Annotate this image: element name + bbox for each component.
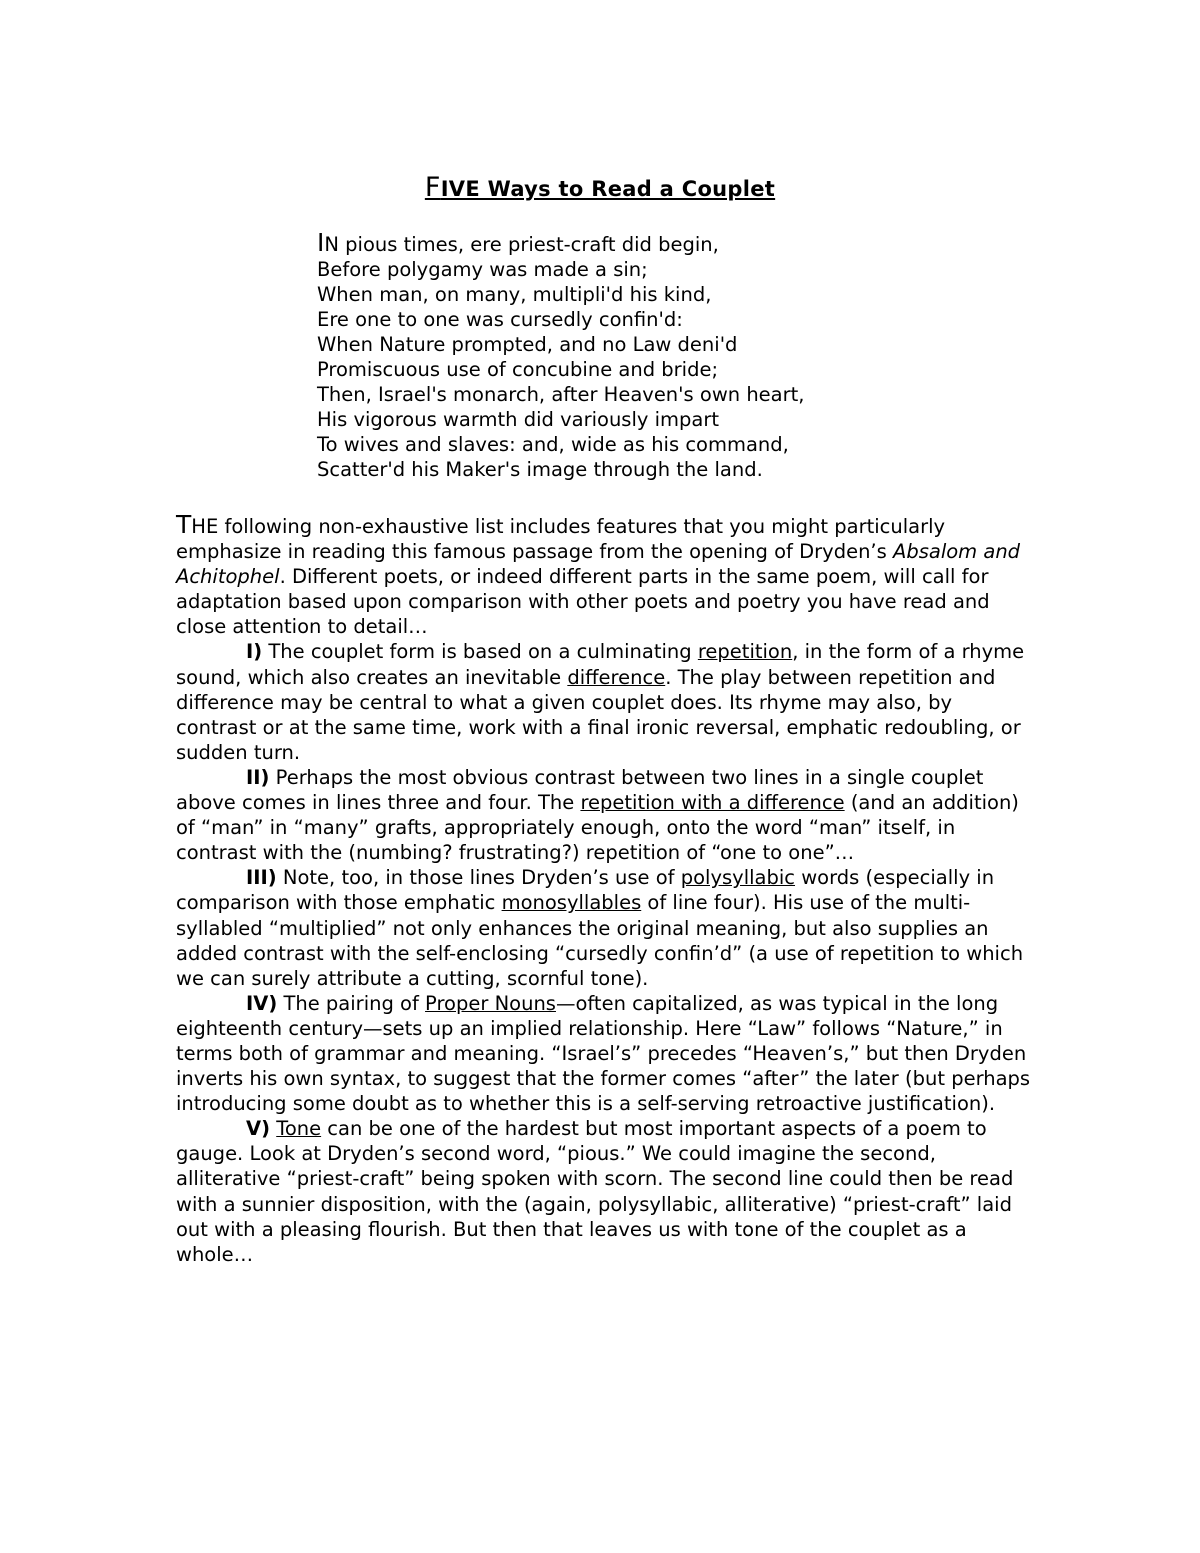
title-rest: IVE Ways to Read a Couplet <box>440 177 776 201</box>
poem-line: Ere one to one was cursedly confin'd: <box>317 308 683 331</box>
poem-line: When Nature prompted, and no Law deni'd <box>317 333 738 356</box>
intro-paragraph: THE following non-exhaustive list includes features that you might particularly emphasize in reading this famous passage from the opening of Dryden’s Absalom and Achitophel. Different poets, or indeed different parts in the same poem, will call for adaptation based upon comparison with other poets and poetry you have read and close attention to detail… <box>176 510 1021 639</box>
poem-line: Promiscuous use of concubine and bride; <box>317 358 719 381</box>
intro-initial: T <box>176 510 192 539</box>
poem-excerpt <box>317 230 805 482</box>
point-number: III) <box>246 866 277 890</box>
poem-line: Before polygamy was made a sin; <box>317 258 648 281</box>
poem-first-line: N pious times, ere priest-craft did begin, <box>324 233 719 256</box>
point-number: II) <box>246 765 270 789</box>
point-1: I) The couplet form is based on a culminating repetition, in the form of a rhyme sound, which also creates an inevitable difference. The play between repetition and difference may be central to what a given couplet does. Its rhyme may also, by contrast or at the same time, work with a final ironic reversal, emphatic redoubling, or sudden turn. <box>176 640 1025 764</box>
poem-initial: I <box>317 228 325 257</box>
key-term: repetition with a difference <box>580 791 845 815</box>
point-number: IV) <box>246 991 278 1015</box>
poem-line: His vigorous warmth did variously impart <box>317 408 720 431</box>
key-term: Proper Nouns <box>425 991 556 1015</box>
point-5: V) Tone can be one of the hardest but most important aspects of a poem to gauge. Look at Dryden’s second word, “pious.” We could imagine the second, alliterative “priest-craft” being spoken with scorn. The second line could then be read with a sunnier disposition, with the (again, polysyllabic, alliterative) “priest-craft” laid out with a pleasing flourish. But then that leaves us with tone of the couplet as a whole… <box>176 1117 1014 1266</box>
key-term: Tone <box>276 1117 322 1141</box>
point-2: II) Perhaps the most obvious contrast between two lines in a single couplet above comes in lines three and four. The repetition with a difference (and an addition) of “man” in “many” grafts, appropriately enough, onto the word “man” itself, in contrast with the (numbing? frustrating?) repetition of “one to one”… <box>176 765 1019 865</box>
work-title: Absalom and Achitophel <box>176 540 1021 589</box>
poem-line: When man, on many, multipli'd his kind, <box>317 283 712 306</box>
poem-line <box>317 230 805 257</box>
point-number: I) <box>246 640 263 664</box>
point-4: IV) The pairing of Proper Nouns—often capitalized, as was typical in the long eighteenth century—sets up an implied relationship. Here “Law” follows “Nature,” in terms both of grammar and meaning. “Israel’s” precedes “Heaven’s,” but then Dryden inverts his own syntax, to suggest that the former comes “after” the later (but perhaps introducing some doubt as to whether this is a self-serving retroactive justification). <box>176 991 1031 1116</box>
page-title <box>0 172 1200 203</box>
key-term: difference <box>567 665 666 689</box>
point-number: V) <box>246 1117 271 1141</box>
commentary <box>176 512 1036 1267</box>
poem-line: Then, Israel's monarch, after Heaven's own heart, <box>317 383 805 406</box>
poem-line: To wives and slaves: and, wide as his command, <box>317 433 789 456</box>
poem-line: Scatter'd his Maker's image through the land. <box>317 458 763 481</box>
point-3: III) Note, too, in those lines Dryden’s use of polysyllabic words (especially in comparison with those emphatic monosyllables of line four). His use of the multi-syllabled “multiplied” not only enhances the original meaning, but also supplies an added contrast with the self-enclosing “cursedly confin’d” (a use of repetition to which we can surely attribute a cutting, scornful tone). <box>176 866 1024 990</box>
title-initial: F <box>424 172 441 203</box>
key-term: polysyllabic <box>680 866 796 890</box>
key-term: monosyllables <box>501 891 642 915</box>
key-term: repetition <box>697 640 793 664</box>
